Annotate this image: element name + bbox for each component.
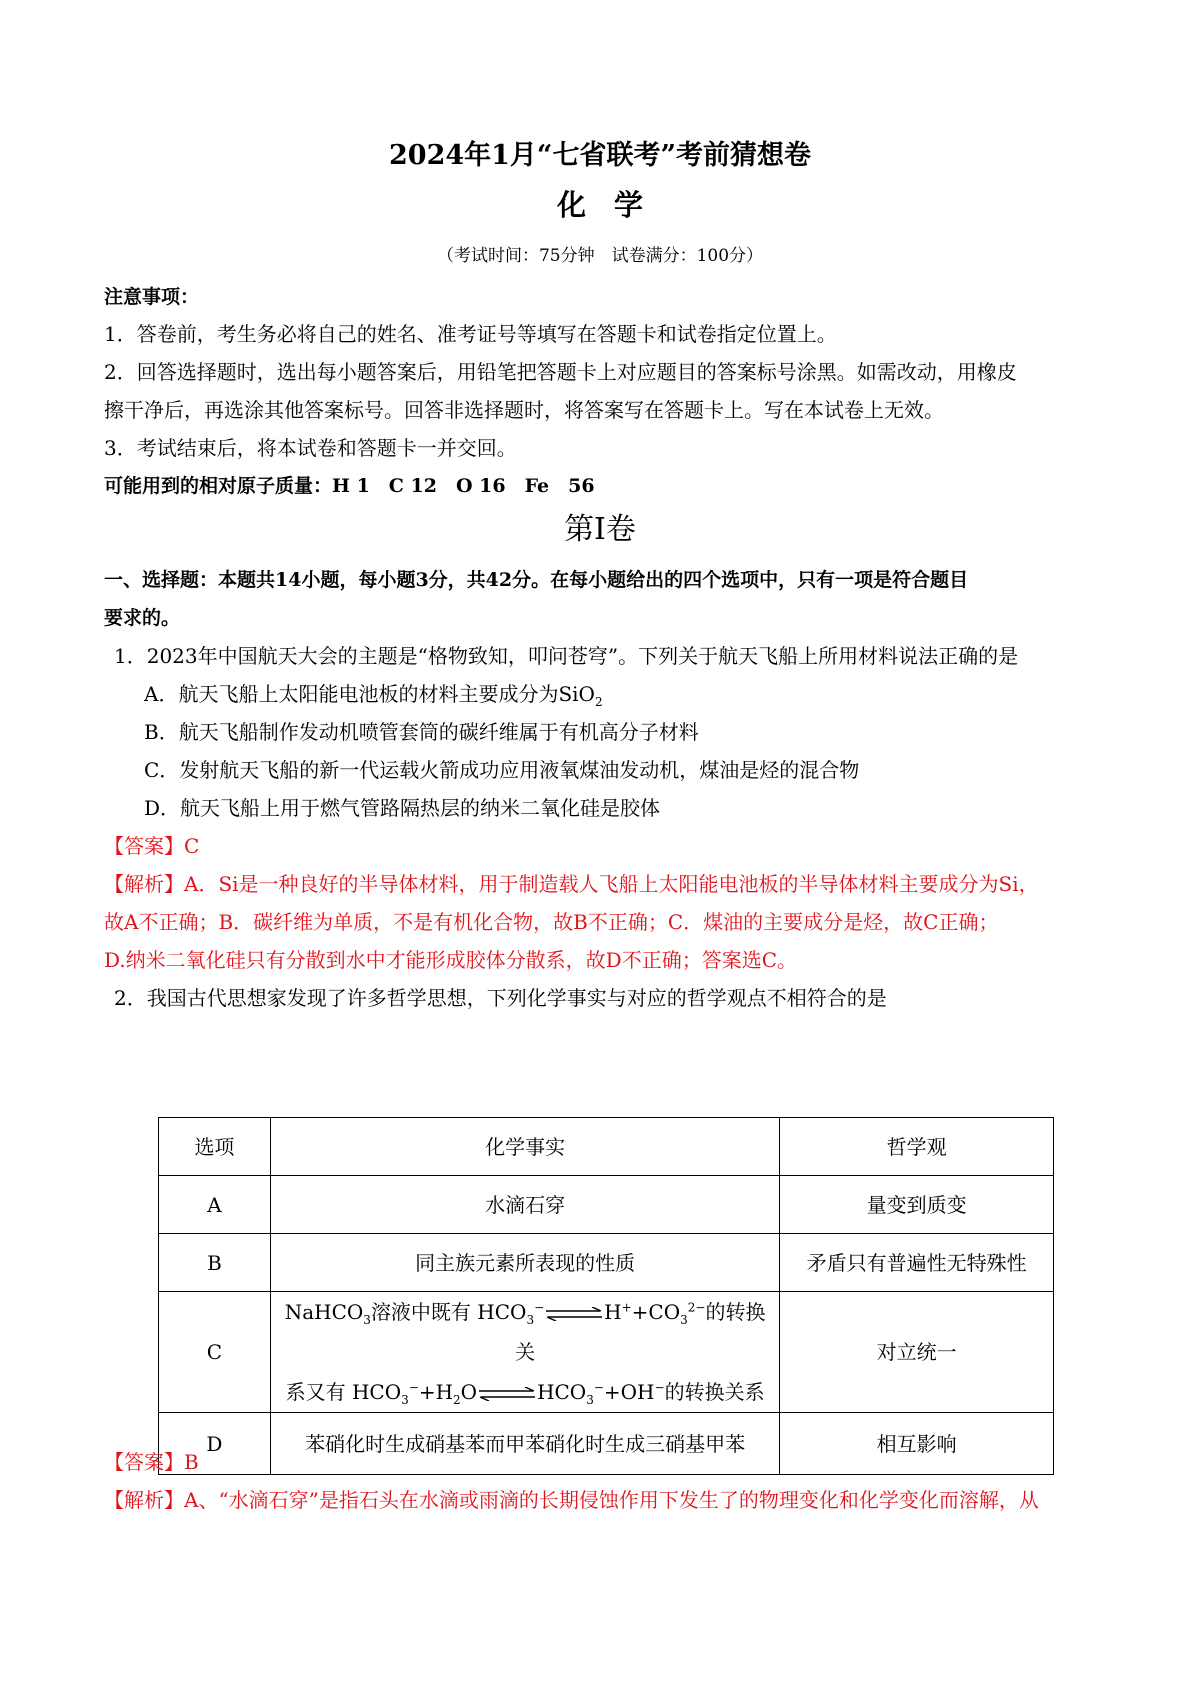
exam-info: （考试时间：75分钟 试卷满分：100分） (436, 246, 764, 266)
q1-analysis-line1: 【解析】A．Si是一种良好的半导体材料，用于制造载人飞船上太阳能电池板的半导体材料主要成分为Si， (104, 872, 1039, 896)
row-view: 量变到质变 (780, 1176, 1054, 1234)
row-view: 对立统一 (780, 1292, 1054, 1413)
notes-heading: 注意事项： (104, 286, 200, 308)
header-option: 选项 (159, 1118, 271, 1176)
q1-option-a: A．航天飞船上太阳能电池板的材料主要成分为SiO$_2$ (144, 682, 603, 709)
q1-analysis-line2: 故A不正确；B．碳纤维为单质，不是有机化合物，故B不正确；C．煤油的主要成分是烃，故C正确； (104, 910, 999, 934)
q2-table (158, 1117, 1054, 1475)
exam-title: 2024年1月“七省联考”考前猜想卷 (389, 140, 811, 171)
q1-option-d: D．航天飞船上用于燃气管路隔热层的纳米二氧化硅是胶体 (144, 796, 661, 820)
table-row (159, 1234, 1054, 1292)
atomic-mass-line: 可能用到的相对原子质量：H 1 C 12 O 16 Fe 56 (104, 475, 595, 497)
row-option: D (159, 1413, 271, 1475)
q1-option-c: C．发射航天飞船的新一代运载火箭成功应用液氧煤油发动机，煤油是烃的混合物 (144, 758, 860, 782)
row-fact: 水滴石穿 (270, 1176, 779, 1234)
table-header-row (159, 1118, 1054, 1176)
row-fact-line2: 系又有 $HCO_3^-+H_2O$ $HCO_3^-+OH^-$的转换关系 (285, 1380, 765, 1407)
q2-analysis-line1: 【解析】A、“水滴石穿”是指石头在水滴或雨滴的长期侵蚀作用下发生了的物理变化和化学变化而溶解，从 (104, 1488, 1039, 1512)
header-fact: 化学事实 (270, 1118, 779, 1176)
q1-stem: 1．2023年中国航天大会的主题是“格物致知，叩问苍穹”。下列关于航天飞船上所用材料说法正确的是 (114, 644, 1019, 668)
row-view: 矛盾只有普遍性无特殊性 (780, 1234, 1054, 1292)
note-item-1: 1．答卷前，考生务必将自己的姓名、准考证号等填写在答题卡和试卷指定位置上。 (104, 322, 837, 346)
equilibrium-arrow-icon (544, 1307, 604, 1321)
q2-answer: 【答案】B (104, 1450, 199, 1474)
row-option: A (159, 1176, 271, 1234)
q1-answer: 【答案】C (104, 834, 200, 858)
note-item-3: 3．考试结束后，将本试卷和答题卡一并交回。 (104, 436, 517, 460)
section-intro-line1: 一、选择题：本题共14小题，每小题3分，共42分。在每小题给出的四个选项中，只有一项是符合题目 (104, 569, 969, 591)
row-fact: 苯硝化时生成硝基苯而甲苯硝化时生成三硝基甲苯 (270, 1413, 779, 1475)
table-row (159, 1176, 1054, 1234)
subject-title: 化学 (556, 188, 671, 222)
section-intro-line2: 要求的。 (104, 607, 181, 629)
row-fact: 同主族元素所表现的性质 (270, 1234, 779, 1292)
row-fact (270, 1292, 779, 1413)
row-fact-line1: NaHCO$_3$溶液中既有 $HCO_3^-$ $H^++CO_3^{2-}$的转换关 (284, 1300, 766, 1364)
header-view: 哲学观 (780, 1118, 1054, 1176)
q1-option-b: B．航天飞船制作发动机喷管套筒的碳纤维属于有机高分子材料 (144, 720, 699, 744)
row-option: C (159, 1292, 271, 1413)
table-row (159, 1413, 1054, 1475)
table-row (159, 1292, 1054, 1413)
equilibrium-arrow-icon (477, 1387, 537, 1401)
row-option: B (159, 1234, 271, 1292)
row-view: 相互影响 (780, 1413, 1054, 1475)
note-item-2-cont: 擦干净后，再选涂其他答案标号。回答非选择题时，将答案写在答题卡上。写在本试卷上无效。 (104, 398, 944, 422)
q2-stem: 2．我国古代思想家发现了许多哲学思想，下列化学事实与对应的哲学观点不相符合的是 (114, 986, 887, 1010)
q1-analysis-line3: D.纳米二氧化硅只有分散到水中才能形成胶体分散系，故D不正确；答案选C。 (104, 948, 798, 972)
note-item-2: 2．回答选择题时，选出每小题答案后，用铅笔把答题卡上对应题目的答案标号涂黑。如需改动，用橡皮 (104, 360, 1017, 384)
volume-title: 第Ⅰ卷 (564, 512, 636, 547)
